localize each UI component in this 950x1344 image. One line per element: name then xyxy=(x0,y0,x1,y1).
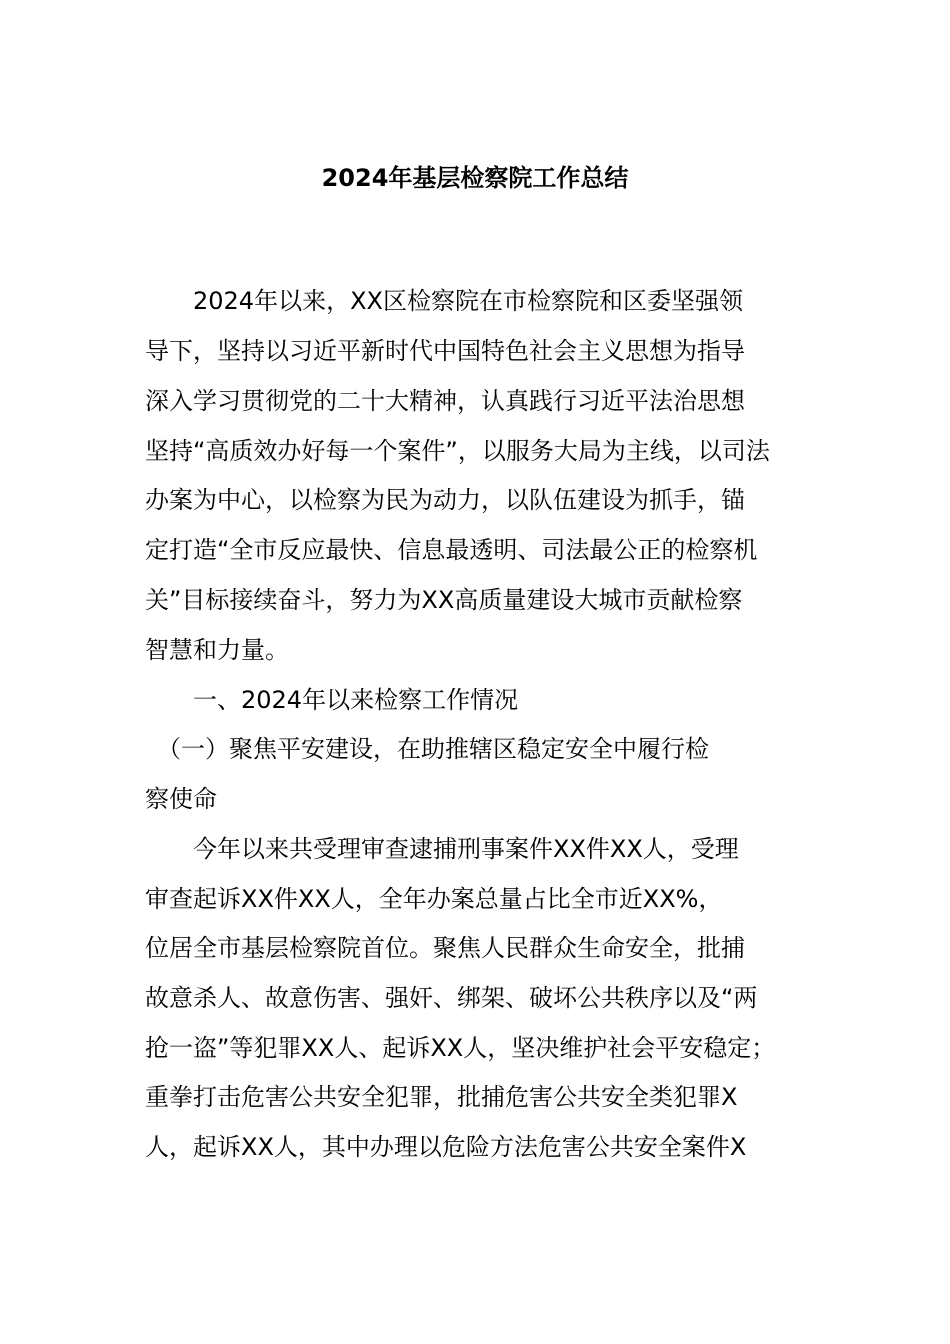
body-line: 故意杀人、故意伤害、强奸、绑架、破坏公共秩序以及“两 xyxy=(145,984,758,1012)
body-line: 智慧和力量。 xyxy=(145,636,289,664)
body-line: 2024年以来，XX区检察院在市检察院和区委坚强领 xyxy=(145,287,743,315)
body-line: 深入学习贯彻党的二十大精神，认真践行习近平法治思想 xyxy=(145,387,745,415)
body-line: 导下，坚持以习近平新时代中国特色社会主义思想为指导 xyxy=(145,337,745,365)
body-line: 审查起诉XX件XX人，全年办案总量占比全市近XX%， xyxy=(145,885,723,913)
body-line: 关”目标接续奋斗，努力为XX高质量建设大城市贡献检察 xyxy=(145,586,743,614)
body-line: 坚持“高质效办好每一个案件”，以服务大局为主线，以司法 xyxy=(145,437,770,465)
document-title: 2024年基层检察院工作总结 xyxy=(321,164,629,192)
body-line: 定打造“全市反应最快、信息最透明、司法最公正的检察机 xyxy=(145,536,758,564)
body-line: 位居全市基层检察院首位。聚焦人民群众生命安全，批捕 xyxy=(145,934,745,962)
body-line: 办案为中心，以检察为民为动力，以队伍建设为抓手，锚 xyxy=(145,486,745,514)
body-line: 抢一盗”等犯罪XX人、起诉XX人，坚决维护社会平安稳定； xyxy=(145,1034,776,1062)
section-heading: 一、2024年以来检察工作情况 xyxy=(145,686,519,714)
subsection-heading-cont: 察使命 xyxy=(145,785,217,813)
body-line: 人，起诉XX人，其中办理以危险方法危害公共安全案件X xyxy=(145,1133,747,1161)
subsection-heading: （一）聚焦平安建设，在助推辖区稳定安全中履行检 xyxy=(145,735,709,763)
body-line: 重拳打击危害公共安全犯罪，批捕危害公共安全类犯罪X xyxy=(145,1083,738,1111)
body-line: 今年以来共受理审查逮捕刑事案件XX件XX人，受理 xyxy=(145,835,739,863)
